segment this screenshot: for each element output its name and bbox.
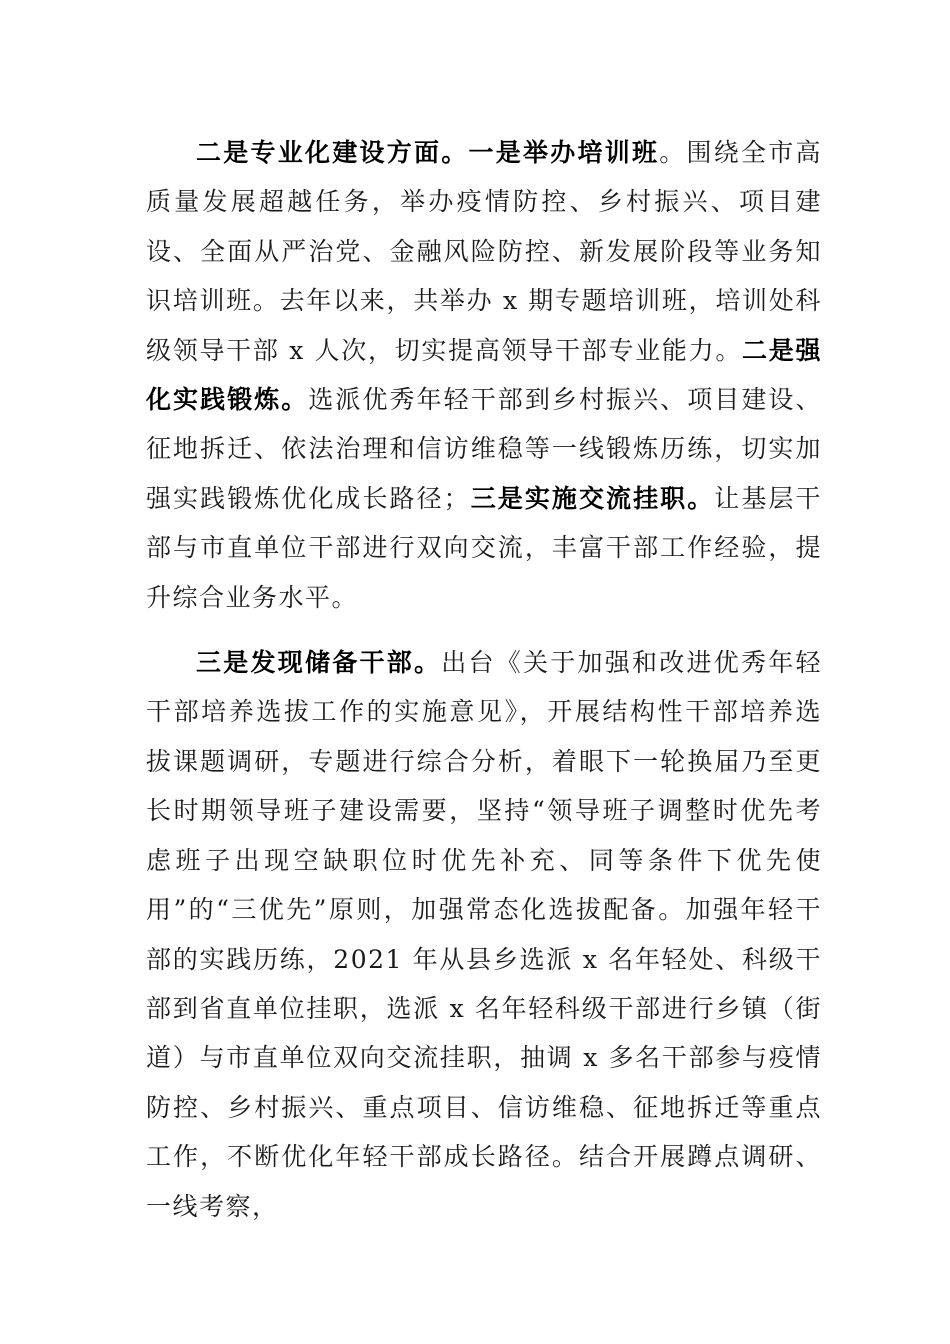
heading-practice-training: 二是强化实践锻炼。 (146, 335, 822, 415)
paragraph-professional-construction (146, 128, 822, 622)
heading-professional-construction: 二是专业化建设方面。一是举办培训班 (196, 138, 660, 167)
body-text: 出台《关于加强和改进优秀年轻干部培养选拔工作的实施意见》，开展结构性干部培养选拔课题调研，专题进行综合分析，着眼下一轮换届乃至更长时期领导班子建设需要，坚持“领导班子调整时优先考虑班子出现空缺职位时优先补充、同等条件下优先使用”的“三优先”原则，加强常态化选拔配备。加强年轻干部的实践历练，2021 年从县乡选派 x 名年轻处、科级干部到省直单位挂职，选派 x 名年轻科级干部进行乡镇（街道）与市直单位双向交流挂职，抽调 x 多名干部参与疫情防控、乡村振兴、重点项目、信访维稳、征地拆迁等重点工作，不断优化年轻干部成长路径。结合开展蹲点调研、一线考察， (146, 648, 822, 1221)
heading-reserve-cadres: 三是发现储备干部。 (196, 648, 442, 678)
document-body (146, 128, 822, 1231)
body-text: 。围绕全市高质量发展超越任务，举办疫情防控、乡村振兴、项目建设、全面从严治党、金融风险防控、新发展阶段等业务知识培训班。去年以来，共举办 x 期专题培训班，培训处科级领导干部 x 人次，切实提高领导干部专业能力。 (146, 138, 822, 365)
heading-exchange-posting: 三是实施交流挂职。 (470, 483, 715, 513)
paragraph-reserve-cadres (146, 638, 822, 1231)
body-text: 让基层干部与市直单位干部进行双向交流，丰富干部工作经验，提升综合业务水平。 (146, 483, 822, 612)
body-text: 选派优秀年轻干部到乡村振兴、项目建设、征地拆迁、依法治理和信访维稳等一线锻炼历练，切实加强实践锻炼优化成长路径； (146, 385, 822, 513)
